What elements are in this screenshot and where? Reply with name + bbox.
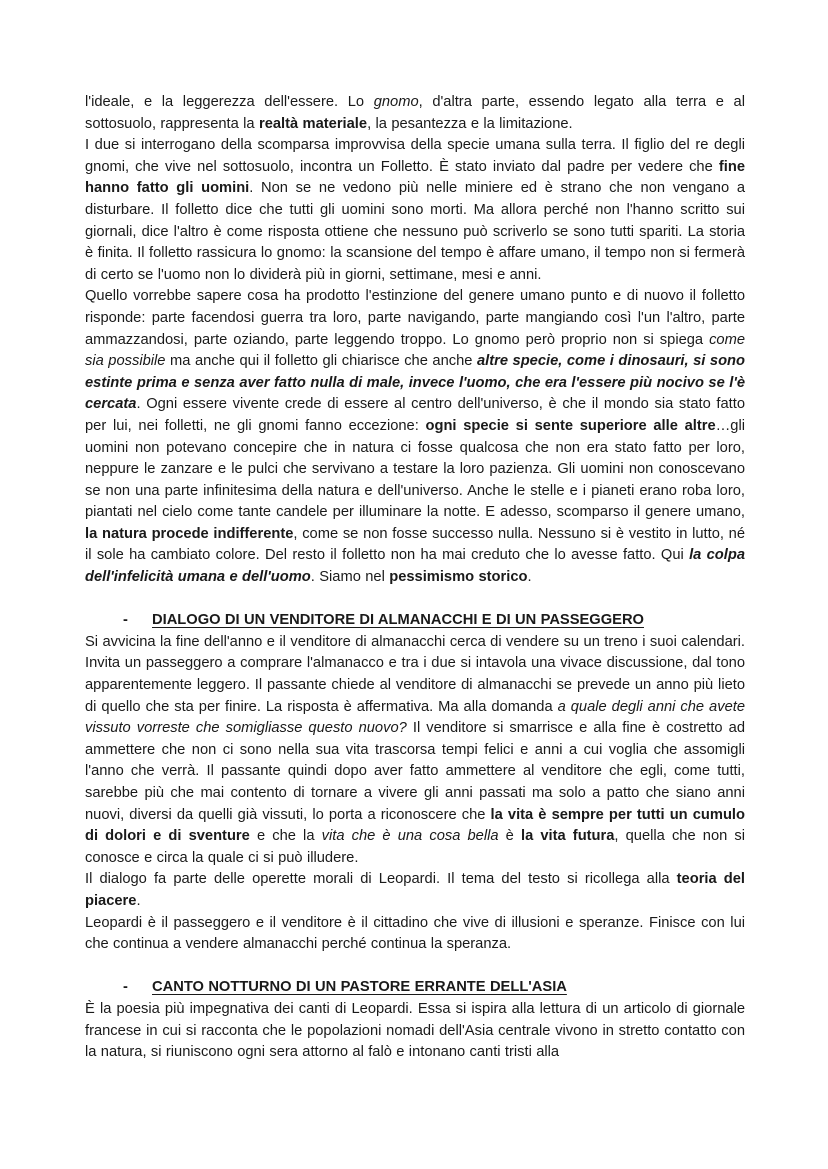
text-run: , la pesantezza e la limitazione. [367,115,573,132]
text-run: Leopardi è il passeggero e il venditore è il cittadino che vive di illusioni e speranze. Finisce con lui che continua a vendere almanacchi perché continua la speranza. [85,914,745,953]
text-run: …gli uomini non potevano concepire che in natura ci fosse qualcosa che non era stato fatto per loro, neppure le zanzare e le pulci che servivano a testare la loro pazienza. Gli uomini non conoscevano se non una parte infinitesima della natura e dell'universo. Anche le stelle e i pianeti erano roba loro, piantati nel cielo come tante candele per illuminare la notte. E adesso, scomparso il genere umano, [85,417,745,521]
document-content [85,92,745,1064]
text-run: la natura procede indifferente [85,525,294,542]
heading-title: CANTO NOTTURNO DI UN PASTORE ERRANTE DELL'ASIA [152,979,567,996]
section-heading [85,977,745,999]
heading-title: DIALOGO DI UN VENDITORE DI ALMANACCHI E DI UN PASSEGGERO [152,612,644,629]
text-run: Il venditore si smarrisce e alla fine è costretto ad ammettere che non ci sono nella sua vita trascorsa tempi felici e anni a cui voglia che assomigli l'anno che verrà. Il passante quindi dopo aver fatto ammettere al venditore che egli, come tutti, sarebbe più che mai contento di tornare a vivere gli anni passati ma solo a patto che siano anni nuovi, diversi da quelli già vissuti, lo porta a riconoscere che [85,720,746,823]
text-run: Il dialogo fa parte delle operette morali di Leopardi. Il tema del testo si ricollega alla [85,871,677,888]
text-run: È la poesia più impegnativa dei canti di Leopardi. Essa si ispira alla lettura di un articolo di giornale francese in cui si racconta che le popolazioni nomadi dell'Asia centrale vivono in stretto contatto con la natura, si riuniscono ogni sera attorno al falò e intonano canti tristi alla [85,1000,745,1061]
text-run: la vita è sempre per tutti un cumulo di dolori e di sventure [85,806,745,845]
paragraph [85,869,745,912]
text-run: a quale degli anni che avete vissuto vorreste che somigliasse questo nuovo? [85,698,745,737]
text-run: , d'altra parte, essendo legato alla terra e al sottosuolo, rappresenta la [85,94,745,132]
paragraph [85,92,745,135]
text-run: ma anche qui il folletto gli chiarisce che anche [165,353,477,370]
blank-line [85,956,745,978]
paragraph [85,999,745,1064]
text-run: gnomo [373,94,419,110]
section-heading [85,610,745,632]
text-run: . Siamo nel [310,569,390,586]
paragraph [85,632,745,870]
text-run: pessimismo storico [389,569,528,586]
dash-bullet: - [123,979,128,996]
paragraph [85,135,745,286]
text-run: la vita futura [520,828,615,845]
paragraph [85,913,745,956]
text-run: . [136,892,141,909]
dash-bullet: - [123,612,128,629]
text-run: è [498,828,521,845]
text-run: Si avvicina la fine dell'anno e il venditore di almanacchi cerca di vendere su un treno i suoi calendari. Invita un passeggero a comprare l'almanacco e tra i due si intavola una vivace discussione, dal tono apparentemente leggero. Il passante chiede al venditore di almanacchi se prevede un anno più lieto di quello che sta per finire. La risposta è affermativa. Ma alla domanda [85,633,745,715]
paragraph [85,286,745,588]
text-run: . Ogni essere vivente crede di essere al centro dell'universo, è che il mondo sia stato fatto per lui, nei folletti, ne gli gnomi fanno eccezione: [85,396,745,434]
text-run: come sia possibile [85,331,745,370]
text-run: e che la [249,828,322,845]
text-run: altre specie, come i dinosauri, si sono estinte prima e senza aver fatto nulla di male, invece l'uomo, che era l'essere più nocivo se l'è cercata [85,353,745,413]
text-run: vita che è una cosa bella [321,828,499,845]
text-run: I due si interrogano della scomparsa improvvisa della specie umana sulla terra. Il figlio del re degli gnomi, che vive nel sottosuolo, incontra un Folletto. È stato inviato dal padre per vedere che [85,137,745,175]
text-run: realtà materiale [258,115,368,132]
text-run: , quella che non si conosce e circa la quale ci si può illudere. [85,828,746,866]
text-run: ogni specie si sente superiore alle altre [425,417,716,434]
text-run: Quello vorrebbe sapere cosa ha prodotto l'estinzione del genere umano punto e di nuovo il folletto risponde: parte facendosi guerra tra loro, parte navigando, parte mangiando così l'un l'altro, parte ammazzandosi, parte oziando, parte leggendo troppo. Lo gnomo però proprio non si spiega [85,288,745,348]
text-run: l'ideale, e la leggerezza dell'essere. Lo [85,94,374,110]
blank-line [85,589,745,611]
text-run: . [527,569,532,586]
text-run: teoria del piacere [85,871,745,909]
text-run: la colpa dell'infelicità umana e dell'uomo [85,547,745,586]
text-run: , come se non fosse successo nulla. Nessuno si è vestito in lutto, né il sole ha cambiato colore. Del resto il folletto non ha mai creduto che lo avesse fatto. Qui [85,525,745,564]
text-run: fine hanno fatto gli uomini [85,158,745,197]
text-run: . Non se ne vedono più nelle miniere ed è strano che non vengano a disturbare. Il folletto dice che tutti gli uomini sono morti. Ma allora perché non l'hanno scritto sui giornali, dice l'altro è come risposta ottiene che nessuno può scriverlo se sono tutti spariti. La storia è finita. Il folletto rassicura lo gnomo: la scansione del tempo è affare umano, il tempo non si fermerà di certo se l'uomo non lo dividerà più in giorni, settimane, mesi e anni. [85,180,745,283]
